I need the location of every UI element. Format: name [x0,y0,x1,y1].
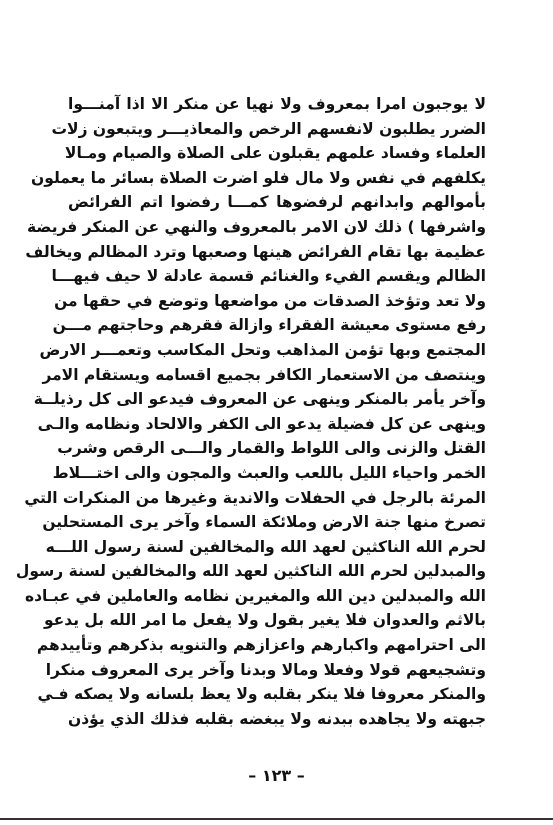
text-line-22: بالاثم والعدوان فلا يغير بقول ولا يفعل ما امر الله بل يدعو [43,611,486,630]
text-line-8: الظالم ويقسم الفيء والغنائم قسمة عادلة لا حيف فيهـــا [51,267,486,286]
text-line-21: الله والمبدلين دين الله والمغيرين نظامه والعاملين في عبـاده [24,586,486,605]
text-line-7: عظيمة بها تقام الفرائض هينها وصعبها وترد المظالم ويخالف [25,242,486,261]
text-line-5: بأموالهم وابدانهم لرفضوها كمـــا رفضوا اتم الفرائض [68,193,486,212]
text-line-25: والمنكر معروفا فلا ينكر بقلبه ولا يعظ بلسانه ولا يصكه فـي [37,685,486,704]
text-line-14: وينهى عن كل فضيلة يدعو الى الكفر والالحاد ونظامه والـى [37,414,486,433]
text-line-26: جبهته ولا يجاهده ببدنه ولا يبغضه بقلبه فذلك الذي يؤذن [68,709,486,728]
text-line-9: ولا تعد وتؤخذ الصدقات من مواضعها وتوضع في حقها من [54,291,486,310]
text-line-13: وآخر يأمر بالمنكر وينهى عن المعروف فيدعو الى كل رذيلــة [33,390,486,409]
text-line-19: لحرم الله الناكثين لعهد الله والمخالفين لسنة رسول اللـــه [45,537,486,556]
text-line-17: المرئة بالرجل في الحفلات والاندية وغيرها من المنكرات التي [24,488,486,507]
text-line-11: المجتمع وبها تؤمن المذاهب وتحل المكاسب وتعمـــر الارض [39,340,486,359]
text-line-23: الى احترامهم واكبارهم واعزازهم والتنويه بذكرهم وتأييدهم [36,636,486,655]
text-line-12: وينتصف من الاستعمار الكافر بجميع اقسامه ويستقام الامر [42,365,486,384]
text-line-3: العلماء وفساد علمهم يقبلون على الصلاة والصيام ومـالا [64,144,486,163]
text-line-1: لا يوجبون امرا بمعروف ولا نهيا عن منكر الا اذا آمنـــوا [68,95,486,113]
text-line-24: وتشجيعهم قولا وفعلا ومالا وبدنا وآخر يرى المعروف منكرا [45,660,486,679]
text-line-10: رفع مستوى معيشة الفقراء وازالة فقرهم وحاجتهم مـــن [52,316,486,335]
text-line-6: واشرفها ) ذلك لان الامر بالمعروف والنهي عن المنكر فريضة [27,217,486,236]
text-line-20: والمبدلين لحرم الله الناكثين لعهد الله والمخالفين لسنة رسول [15,562,486,581]
text-line-4: يكلفهم في نفس ولا مال فلو اضرت الصلاة بسائر ما يعملون [31,168,486,187]
body-text [15,92,486,731]
text-line-15: القتل والزنى والى اللواط والقمار والـــى الرقص وشرب [57,439,486,458]
text-line-2: الضرر يطلبون لانفسهم الرخص والمعاذيـــر ويتبعون زلات [51,119,486,138]
text-line-16: الخمر واحياء الليل باللعب والعبث والمجون والى اختـــلاط [52,463,486,482]
bottom-rule [0,818,553,820]
text-line-18: تصرخ منها جنة الارض وملائكة السماء وآخر يرى المستحلين [42,513,486,532]
page-number: – ١٢٣ – [248,766,305,785]
